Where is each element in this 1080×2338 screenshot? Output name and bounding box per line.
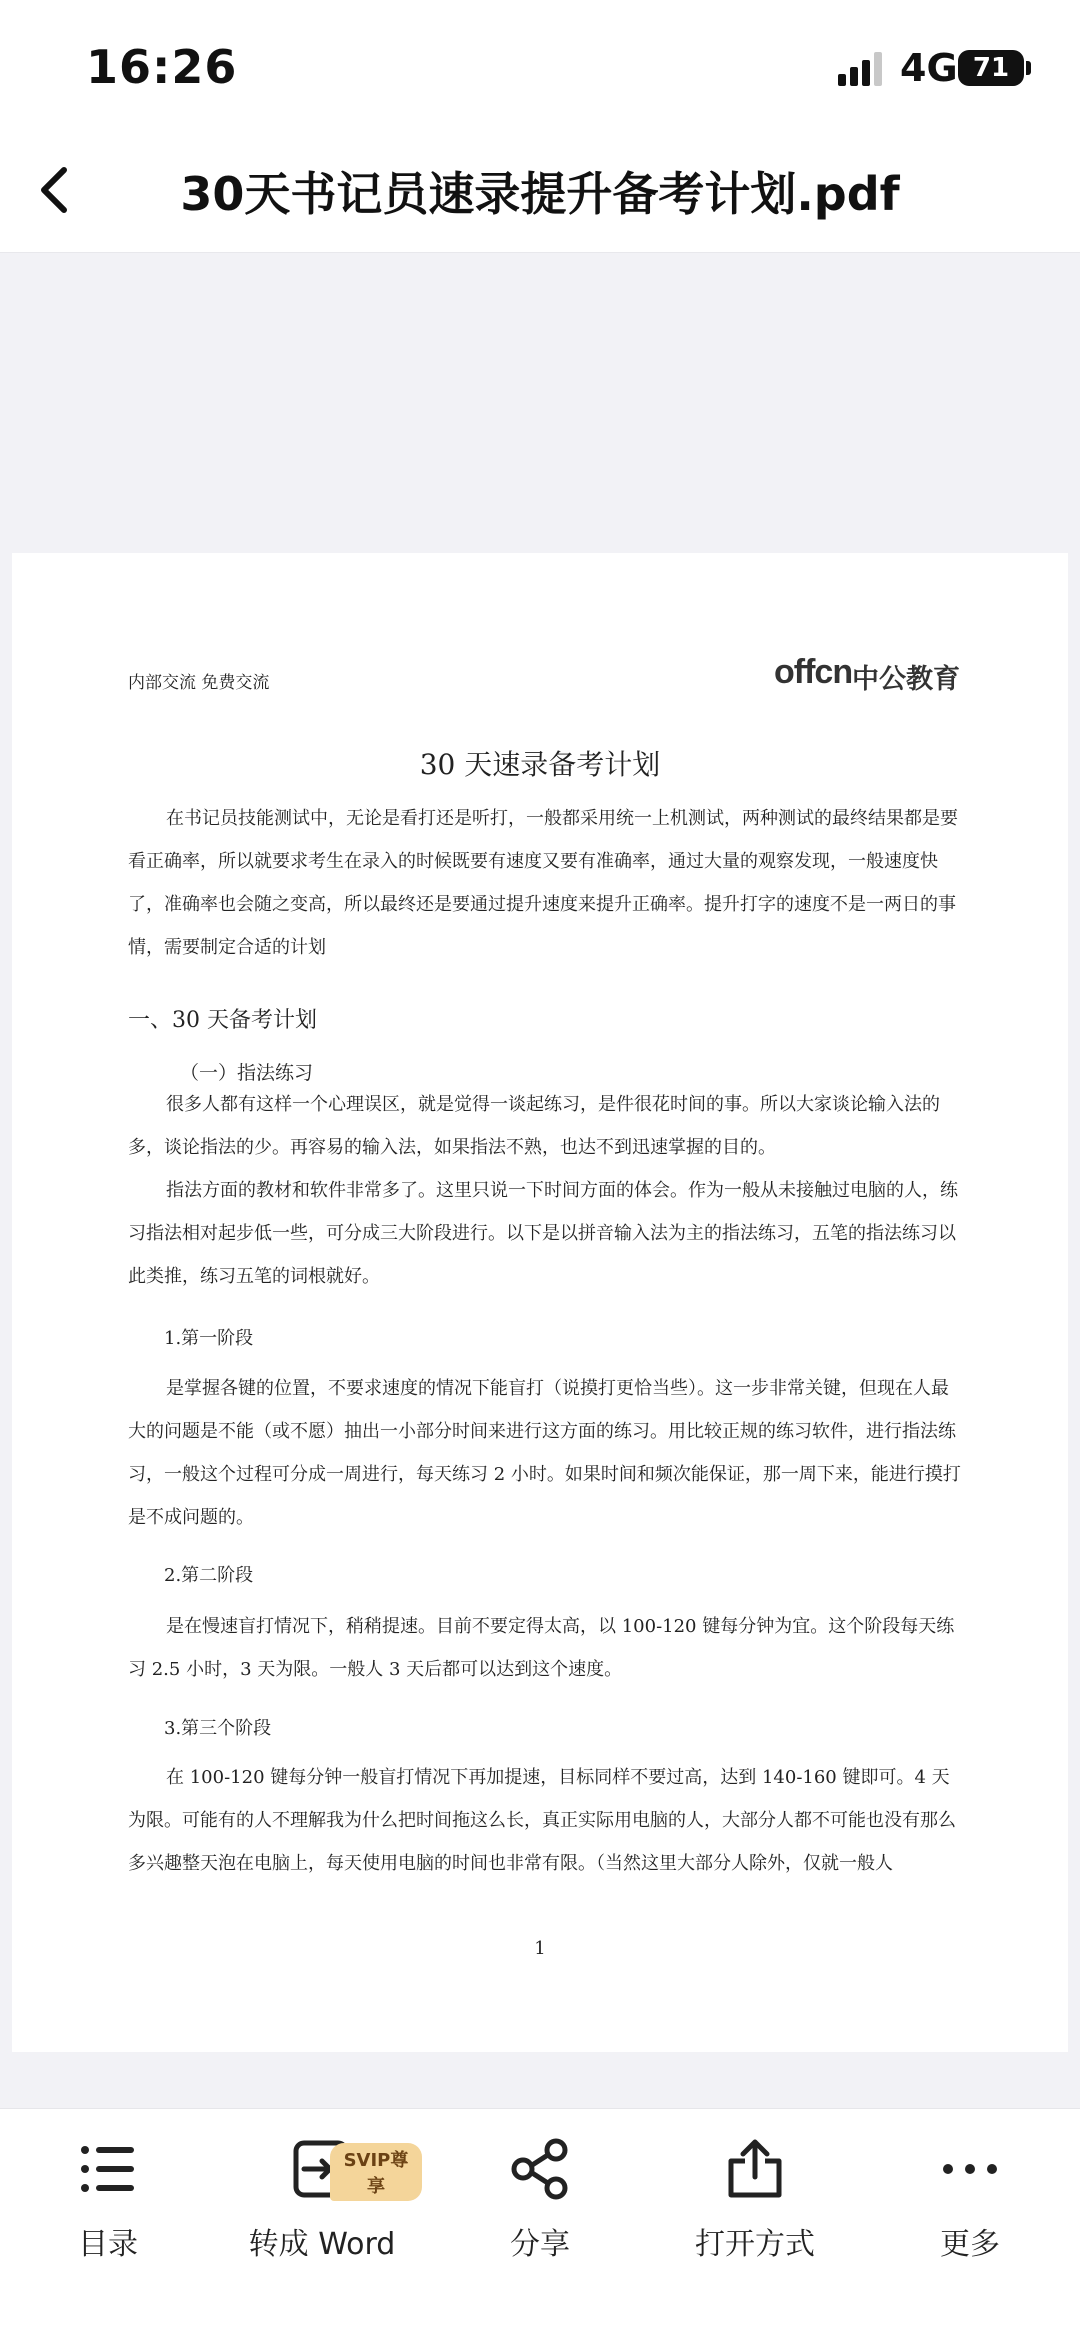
convert-word-label: 转成 Word: [248, 2227, 396, 2262]
battery-nub: [1026, 61, 1031, 75]
nav-bar: [0, 130, 1080, 253]
subsection-heading: （一）指法练习: [180, 1062, 314, 1084]
stage1-paragraph: 是掌握各键的位置，不要求速度的情况下能盲打（说摸打更恰当些）。这一步非常关键，但现在人最大的问题是不能（或不愿）抽出一小部分时间来进行这方面的练习。用比较正规的练习软件，进行指法练习，一般这个过程可分成一周进行，每天练习 2 小时。如果时间和频次能保证，那一周下来，能进行摸打是不成问题的。: [128, 1378, 961, 1528]
page-title: 30天书记员速录提升备考计划.pdf: [180, 167, 900, 221]
network-type: 4G: [900, 46, 958, 90]
open-with-icon: [723, 2137, 787, 2201]
toc-button[interactable]: [8, 2125, 208, 2285]
open-with-button[interactable]: [655, 2125, 855, 2285]
bottom-toolbar: [0, 2108, 1080, 2338]
doc-title: 30 天速录备考计划: [419, 748, 661, 781]
back-icon[interactable]: [28, 160, 88, 220]
open-with-label: 打开方式: [695, 2227, 815, 2262]
more-button[interactable]: [870, 2125, 1070, 2285]
stage3-paragraph: 在 100-120 键每分钟一般盲打情况下再加提速，目标同样不要过高，达到 140-160 键即可。4 天为限。可能有的人不理解我为什么把时间拖这么长，真正实际用电脑的人，大部分人都不可能也没有那么多兴趣整天泡在电脑上，每天使用电脑的时间也非常有限。（当然这里大部分人除外，仅就一般人: [128, 1767, 956, 1874]
section-heading: 一、30 天备考计划: [128, 1008, 317, 1033]
share-label: 分享: [510, 2227, 570, 2262]
logo-cn: 中公教育: [852, 664, 960, 695]
status-bar: [0, 0, 1080, 130]
battery-icon: 71: [958, 50, 1024, 86]
stage2-heading: 2.第二阶段: [164, 1565, 254, 1586]
stage2-paragraph: 是在慢速盲打情况下，稍稍提速。目前不要定得太高，以 100-120 键每分钟为宜。这个阶段每天练习 2.5 小时，3 天为限。一般人 3 天后都可以达到这个速度。: [128, 1616, 955, 1680]
list-icon: [76, 2137, 140, 2201]
toc-label: 目录: [78, 2227, 138, 2262]
convert-word-button[interactable]: [222, 2125, 422, 2285]
doc-header-left: 内部交流 免费交流: [128, 673, 270, 693]
stage3-heading: 3.第三个阶段: [164, 1718, 272, 1739]
page-number: 1: [534, 1938, 546, 1959]
share-icon: [508, 2137, 572, 2201]
stage1-heading: 1.第一阶段: [164, 1328, 254, 1349]
svip-badge: SVIP尊享: [330, 2143, 422, 2201]
signal-icon: [838, 52, 886, 86]
doc-intro: 在书记员技能测试中，无论是看打还是听打，一般都采用统一上机测试，两种测试的最终结果都是要看正确率，所以就要求考生在录入的时候既要有速度又要有准确率，通过大量的观察发现，一般速度快了，准确率也会随之变高，所以最终还是要通过提升速度来提升正确率。提升打字的速度不是一两日的事情，需要制定合适的计划: [128, 808, 958, 958]
pdf-page[interactable]: [12, 553, 1068, 2052]
status-time: 16:26: [86, 40, 238, 94]
logo-latin: offcn: [774, 653, 853, 691]
paragraph-2: 指法方面的教材和软件非常多了。这里只说一下时间方面的体会。作为一般从未接触过电脑的人，练习指法相对起步低一些，可分成三大阶段进行。以下是以拼音输入法为主的指法练习，五笔的指法练习以此类推，练习五笔的词根就好。: [128, 1180, 958, 1287]
paragraph-1: 很多人都有这样一个心理误区，就是觉得一谈起练习，是件很花时间的事。所以大家谈论输入法的多，谈论指法的少。再容易的输入法，如果指法不熟，也达不到迅速掌握的目的。: [128, 1094, 940, 1158]
offcn-logo: [774, 645, 964, 705]
more-label: 更多: [940, 2227, 1000, 2262]
share-button[interactable]: [440, 2125, 640, 2285]
more-icon: [938, 2137, 1002, 2201]
